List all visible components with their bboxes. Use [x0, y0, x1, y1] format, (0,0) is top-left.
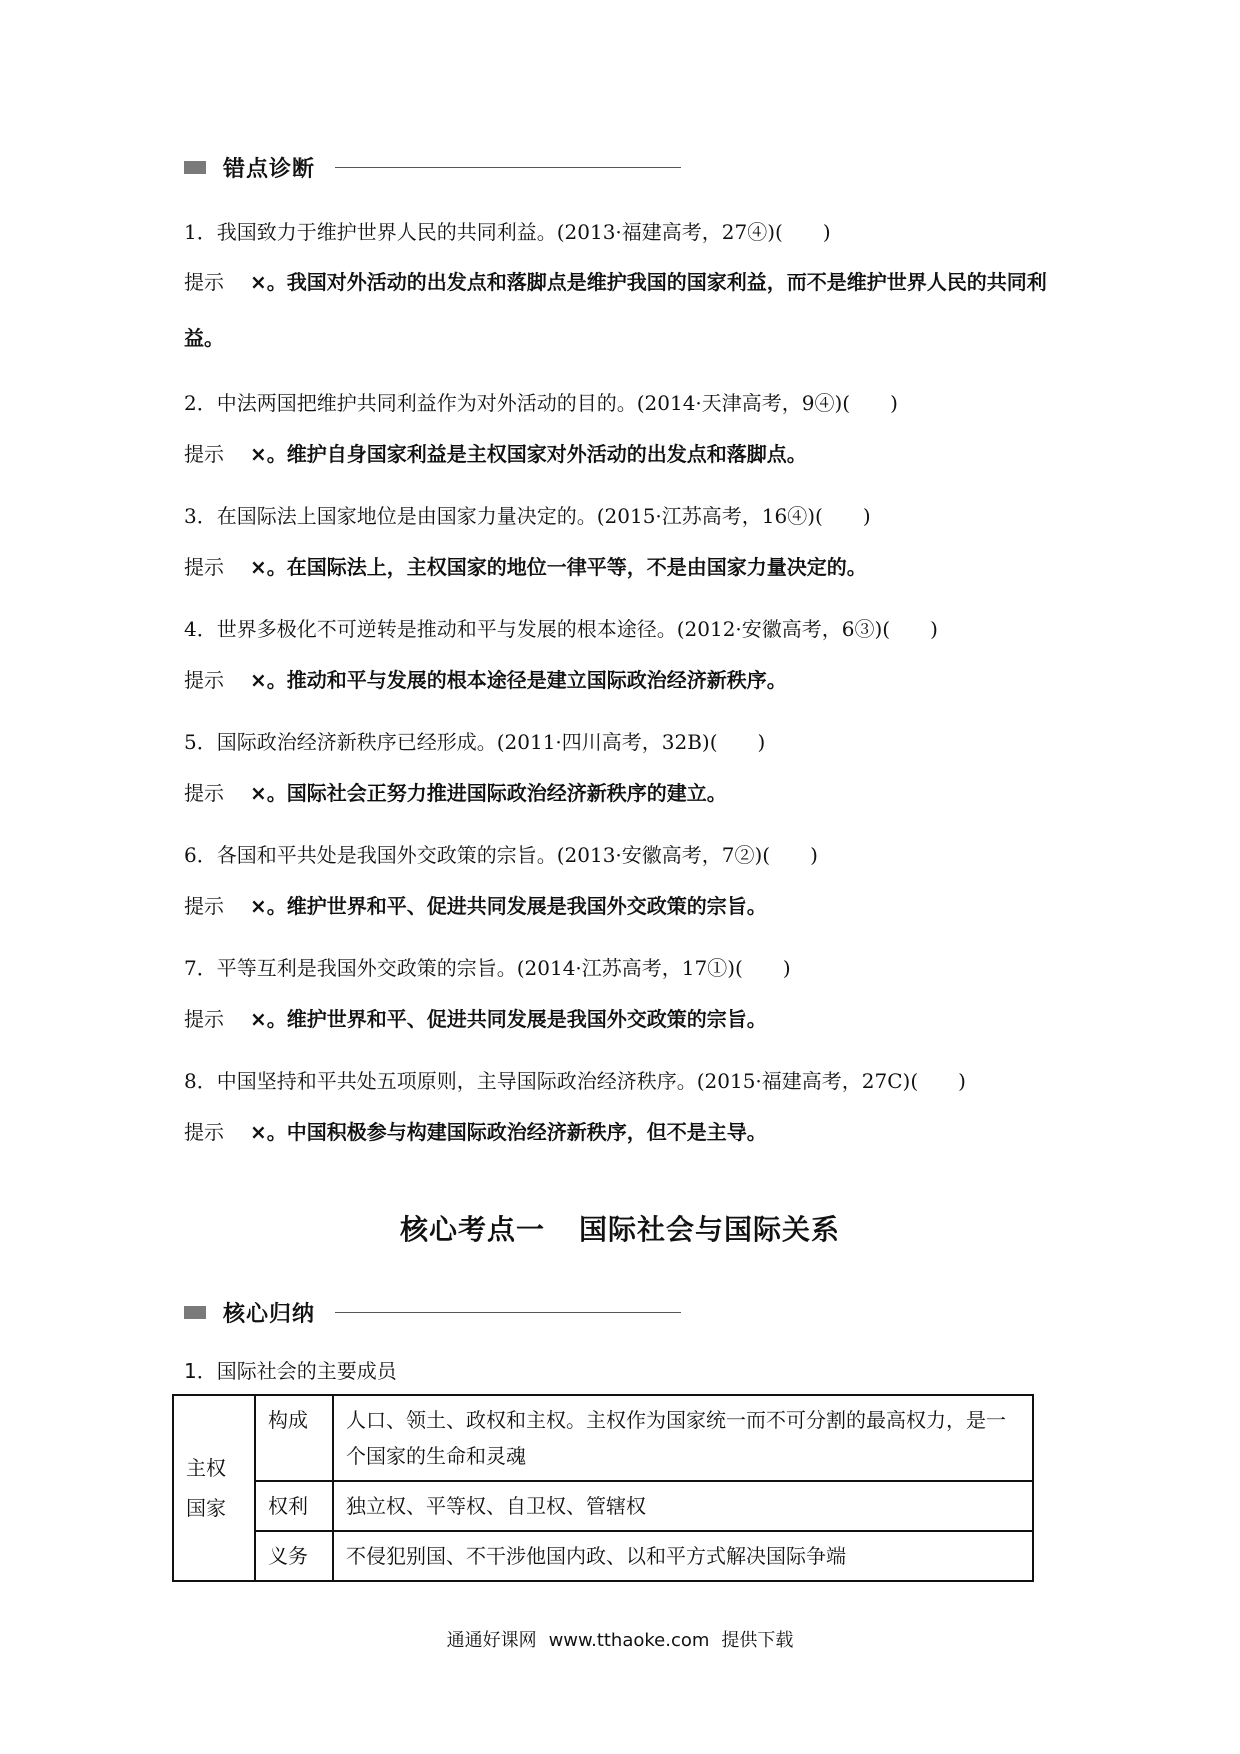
hint-label: 提示	[184, 1007, 224, 1031]
hint-label: 提示	[184, 894, 224, 918]
hint-label: 提示	[184, 270, 224, 294]
hint-2	[184, 426, 1070, 482]
section-marker-icon	[184, 161, 206, 174]
table-row	[173, 1395, 1033, 1481]
row-content: 不侵犯别国、不干涉他国内政、以和平方式解决国际争端	[333, 1531, 1033, 1581]
hint-text: ×。国际社会正努力推进国际政治经济新秩序的建立。	[250, 781, 727, 805]
table-row	[173, 1531, 1033, 1581]
members-table	[172, 1394, 1034, 1582]
section-header-core-summary	[184, 1297, 681, 1328]
hint-8	[184, 1104, 1070, 1160]
question-1: 1．我国致力于维护世界人民的共同利益。(2013·福建高考，27④)( )	[184, 220, 831, 244]
hint-text: ×。推动和平与发展的根本途径是建立国际政治经济新秩序。	[250, 668, 787, 692]
hint-label: 提示	[184, 781, 224, 805]
hint-label: 提示	[184, 442, 224, 466]
hint-text: ×。我国对外活动的出发点和落脚点是维护我国的国家利益，而不是维护世界人民的共同利益。	[184, 270, 1047, 350]
row-content: 人口、领土、政权和主权。主权作为国家统一而不可分割的最高权力，是一个国家的生命和灵魂	[333, 1395, 1033, 1481]
question-8: 8．中国坚持和平共处五项原则，主导国际政治经济秩序。(2015·福建高考，27C)( )	[184, 1069, 966, 1093]
question-3: 3．在国际法上国家地位是由国家力量决定的。(2015·江苏高考，16④)( )	[184, 504, 871, 528]
hint-5	[184, 765, 1070, 821]
hint-text: ×。在国际法上，主权国家的地位一律平等，不是由国家力量决定的。	[250, 555, 867, 579]
section-divider	[335, 167, 681, 168]
question-4: 4．世界多极化不可逆转是推动和平与发展的根本途径。(2012·安徽高考，6③)( )	[184, 617, 938, 641]
section-title: 核心归纳	[223, 1302, 316, 1327]
group-cell: 主权国家	[173, 1395, 255, 1581]
hint-text: ×。维护自身国家利益是主权国家对外活动的出发点和落脚点。	[250, 442, 807, 466]
sub-heading: 1．国际社会的主要成员	[184, 1359, 397, 1383]
row-label: 构成	[255, 1395, 333, 1481]
hint-text: ×。中国积极参与构建国际政治经济新秩序，但不是主导。	[250, 1120, 767, 1144]
core-point-number: 核心考点一	[399, 1213, 545, 1246]
section-title: 错点诊断	[223, 157, 316, 182]
hint-7	[184, 991, 1070, 1047]
question-5: 5．国际政治经济新秩序已经形成。(2011·四川高考，32B)( )	[184, 730, 766, 754]
hint-4	[184, 652, 1070, 708]
hint-3	[184, 539, 1070, 595]
footer-url[interactable]: www.tthaoke.com	[548, 1630, 710, 1651]
footer-site-name: 通通好课网	[446, 1630, 537, 1651]
core-point-topic: 国际社会与国际关系	[579, 1213, 841, 1246]
page-footer	[0, 1626, 1240, 1652]
section-divider	[335, 1312, 681, 1313]
hint-label: 提示	[184, 555, 224, 579]
footer-tail: 提供下载	[721, 1630, 794, 1651]
question-7: 7．平等互利是我国外交政策的宗旨。(2014·江苏高考，17①)( )	[184, 956, 791, 980]
hint-label: 提示	[184, 1120, 224, 1144]
row-content: 独立权、平等权、自卫权、管辖权	[333, 1481, 1033, 1531]
hint-6	[184, 878, 1070, 934]
table-row	[173, 1481, 1033, 1531]
section-header-errors	[184, 152, 681, 183]
row-label: 义务	[255, 1531, 333, 1581]
row-label: 权利	[255, 1481, 333, 1531]
core-point-title	[0, 1208, 1240, 1248]
hint-1	[184, 254, 1070, 366]
question-6: 6．各国和平共处是我国外交政策的宗旨。(2013·安徽高考，7②)( )	[184, 843, 818, 867]
section-marker-icon	[184, 1306, 206, 1319]
hint-text: ×。维护世界和平、促进共同发展是我国外交政策的宗旨。	[250, 1007, 767, 1031]
hint-text: ×。维护世界和平、促进共同发展是我国外交政策的宗旨。	[250, 894, 767, 918]
hint-label: 提示	[184, 668, 224, 692]
question-2: 2．中法两国把维护共同利益作为对外活动的目的。(2014·天津高考，9④)( )	[184, 391, 898, 415]
